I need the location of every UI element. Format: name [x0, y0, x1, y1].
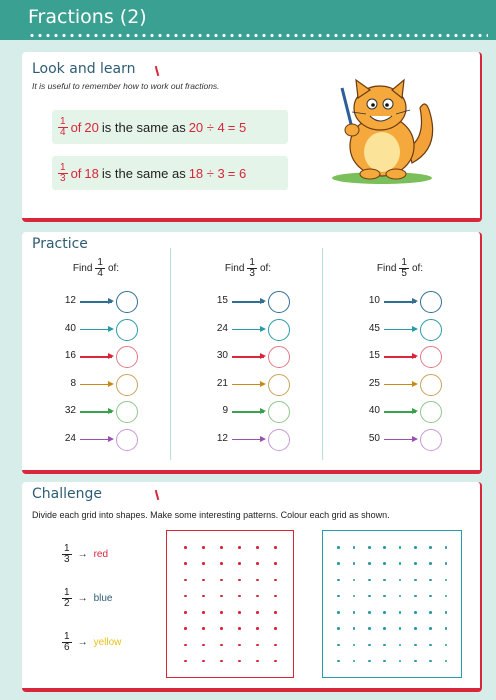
practice-row — [326, 428, 474, 452]
grid-dot — [220, 644, 223, 647]
answer-circle[interactable] — [116, 346, 138, 368]
arrow-icon: → — [77, 637, 88, 648]
practice-row — [174, 373, 322, 397]
grid-dot — [383, 579, 386, 582]
legend-item — [62, 588, 112, 609]
page-title: Fractions (2) — [28, 6, 147, 28]
challenge-title: Challenge — [32, 486, 102, 502]
arrow-icon — [384, 329, 416, 331]
grid-dot — [429, 611, 432, 614]
grid-dot — [256, 579, 259, 582]
grid-dot — [368, 611, 371, 614]
grid-dot — [383, 627, 386, 630]
grid-dot — [414, 627, 417, 630]
dividend-number: 16 — [64, 350, 76, 361]
dividend-number: 40 — [64, 322, 76, 334]
title-tick-mark — [155, 66, 160, 76]
grid-dot — [414, 644, 417, 647]
grid-dot — [414, 660, 417, 663]
dividend-number: 50 — [368, 432, 380, 444]
grid-dot — [368, 562, 371, 565]
practice-row — [22, 345, 170, 369]
fraction-numerator: 1 — [97, 257, 103, 268]
grid-dot — [337, 579, 340, 582]
fraction-numerator: 1 — [64, 543, 70, 554]
grid-dot — [353, 579, 356, 582]
of-text: of — [70, 165, 82, 181]
fraction-example — [52, 110, 288, 144]
fraction-numerator: 1 — [64, 587, 70, 598]
fraction — [58, 117, 68, 138]
grid-dot — [445, 579, 448, 582]
practice-row — [174, 400, 322, 424]
fraction — [62, 632, 72, 653]
dot-grid[interactable] — [166, 530, 294, 678]
grid-dot — [238, 595, 241, 598]
fraction — [247, 258, 257, 279]
of-label: of: — [259, 263, 272, 274]
answer-circle[interactable] — [420, 374, 442, 396]
arrow-icon — [384, 411, 416, 413]
division-expression: 18 ÷ 3 — [188, 165, 225, 181]
practice-row — [326, 318, 474, 342]
grid-dot — [399, 595, 402, 598]
grid-dot — [429, 660, 432, 663]
column-divider — [322, 248, 323, 460]
arrow-icon — [80, 329, 112, 331]
practice-row — [22, 290, 170, 314]
find-label: Find — [376, 263, 397, 274]
answer-circle[interactable] — [116, 319, 138, 341]
grid-dot — [429, 627, 432, 630]
fraction — [62, 544, 72, 565]
grid-dot — [445, 546, 448, 549]
grid-dot — [383, 644, 386, 647]
answer-circle[interactable] — [116, 429, 138, 451]
find-instruction — [326, 258, 474, 279]
look-and-learn-panel — [22, 52, 482, 222]
same-as-text: is the same as — [101, 165, 186, 181]
dot-grid[interactable] — [322, 530, 462, 678]
same-as-text: is the same as — [101, 119, 186, 135]
grid-dot — [414, 579, 417, 582]
grid-dot — [337, 546, 340, 549]
result: = 5 — [227, 119, 247, 135]
look-and-learn-subtitle: It is useful to remember how to work out fractions. — [32, 81, 220, 91]
arrow-icon — [80, 384, 112, 386]
find-instruction — [174, 258, 322, 279]
grid-dot — [429, 595, 432, 598]
grid-dot — [202, 660, 205, 663]
practice-panel — [22, 232, 482, 474]
grid-dot — [353, 627, 356, 630]
grid-dot — [256, 611, 259, 614]
grid-dot — [184, 562, 187, 565]
grid-dot — [399, 644, 402, 647]
grid-dot — [274, 644, 277, 647]
grid-dot — [256, 660, 259, 663]
grid-dot — [337, 660, 340, 663]
grid-dot — [202, 579, 205, 582]
grid-dot — [220, 562, 223, 565]
grid-dot — [429, 562, 432, 565]
grid-dot — [220, 627, 223, 630]
find-label: Find — [224, 263, 245, 274]
grid-dot — [353, 644, 356, 647]
answer-circle[interactable] — [420, 291, 442, 313]
practice-row — [174, 318, 322, 342]
fraction — [95, 258, 105, 279]
grid-dot — [184, 660, 187, 663]
of-value: 20 — [84, 119, 99, 135]
arrow-icon — [80, 356, 112, 358]
dividend-number: 25 — [368, 377, 380, 389]
answer-circle[interactable] — [420, 429, 442, 451]
grid-dot — [429, 644, 432, 647]
arrow-icon — [232, 301, 264, 303]
grid-dot — [399, 627, 402, 630]
division-expression: 20 ÷ 4 — [188, 119, 225, 135]
grid-dot — [337, 644, 340, 647]
dividend-number: 21 — [216, 377, 228, 389]
grid-dot — [202, 611, 205, 614]
arrow-icon — [232, 411, 264, 413]
legend-item — [62, 544, 108, 565]
fraction-denominator: 3 — [60, 172, 66, 184]
fraction-denominator: 3 — [249, 268, 255, 279]
grid-dot — [445, 595, 448, 598]
of-value: 18 — [84, 165, 99, 181]
arrow-icon — [384, 301, 416, 303]
practice-row — [326, 373, 474, 397]
grid-dot — [256, 627, 259, 630]
grid-dot — [429, 546, 432, 549]
grid-dot — [353, 546, 356, 549]
grid-dot — [399, 546, 402, 549]
arrow-icon — [80, 439, 112, 441]
grid-dot — [202, 644, 205, 647]
grid-dot — [220, 546, 223, 549]
practice-row — [22, 400, 170, 424]
arrow-icon — [232, 384, 264, 386]
answer-circle[interactable] — [420, 346, 442, 368]
color-name: blue — [93, 593, 113, 604]
answer-circle[interactable] — [268, 319, 290, 341]
practice-row — [174, 345, 322, 369]
header-dot-border — [28, 33, 488, 38]
grid-dot — [399, 611, 402, 614]
dividend-number: 10 — [368, 295, 380, 306]
grid-dot — [368, 644, 371, 647]
fraction-denominator: 4 — [60, 126, 66, 138]
grid-dot — [383, 611, 386, 614]
arrow-icon: → — [77, 593, 88, 604]
practice-row — [22, 373, 170, 397]
answer-circle[interactable] — [116, 291, 138, 313]
answer-circle[interactable] — [116, 401, 138, 423]
page-header — [0, 0, 496, 40]
practice-column — [174, 248, 322, 460]
dividend-number: 40 — [368, 405, 380, 416]
practice-row — [174, 290, 322, 314]
challenge-subtitle: Divide each grid into shapes. Make some interesting patterns. Colour each grid as shown. — [32, 510, 390, 520]
arrow-icon — [80, 301, 112, 303]
color-name: yellow — [93, 637, 122, 648]
grid-dot — [238, 546, 241, 549]
grid-dot — [202, 595, 205, 598]
fraction-denominator: 6 — [64, 642, 70, 653]
grid-dot — [368, 546, 371, 549]
arrow-icon: → — [77, 549, 88, 560]
practice-row — [326, 345, 474, 369]
grid-dot — [256, 546, 259, 549]
grid-dot — [383, 562, 386, 565]
fraction-numerator: 1 — [401, 257, 407, 268]
grid-dot — [184, 627, 187, 630]
answer-circle[interactable] — [268, 346, 290, 368]
fraction-denominator: 5 — [401, 268, 407, 279]
fraction-denominator: 4 — [97, 268, 103, 279]
dividend-number: 24 — [216, 322, 228, 334]
grid-dot — [445, 660, 448, 663]
grid-dot — [383, 546, 386, 549]
grid-dot — [238, 579, 241, 582]
fraction — [58, 163, 68, 184]
arrow-icon — [384, 356, 416, 358]
grid-dot — [184, 546, 187, 549]
practice-row — [326, 400, 474, 424]
grid-dot — [445, 644, 448, 647]
answer-circle[interactable] — [268, 401, 290, 423]
grid-dot — [368, 627, 371, 630]
grid-dot — [274, 595, 277, 598]
find-instruction — [22, 258, 170, 279]
column-divider — [170, 248, 171, 460]
dividend-number: 12 — [64, 295, 76, 306]
dividend-number: 32 — [64, 405, 76, 416]
answer-circle[interactable] — [116, 374, 138, 396]
of-label: of: — [411, 263, 424, 274]
grid-dot — [445, 562, 448, 565]
grid-dot — [337, 611, 340, 614]
grid-dot — [184, 579, 187, 582]
result: = 6 — [227, 165, 247, 181]
legend-item — [62, 632, 121, 653]
fraction-denominator: 2 — [64, 598, 70, 609]
fraction-numerator: 1 — [60, 115, 66, 127]
look-and-learn-title: Look and learn — [32, 61, 136, 77]
grid-dot — [238, 562, 241, 565]
grid-dot — [184, 595, 187, 598]
practice-row — [22, 318, 170, 342]
grid-dot — [256, 644, 259, 647]
arrow-icon — [232, 356, 264, 358]
grid-dot — [353, 562, 356, 565]
fraction-example — [52, 156, 288, 190]
arrow-icon — [384, 384, 416, 386]
grid-dot — [274, 546, 277, 549]
grid-dot — [414, 562, 417, 565]
answer-circle[interactable] — [268, 291, 290, 313]
grid-dot — [238, 660, 241, 663]
dividend-number: 15 — [216, 295, 228, 306]
answer-circle[interactable] — [268, 429, 290, 451]
dividend-number: 30 — [216, 350, 228, 361]
practice-row — [174, 428, 322, 452]
fraction-numerator: 1 — [60, 161, 66, 173]
grid-dot — [383, 660, 386, 663]
answer-circle[interactable] — [420, 319, 442, 341]
grid-dot — [399, 579, 402, 582]
challenge-panel — [22, 482, 482, 692]
dividend-number: 45 — [368, 322, 380, 334]
practice-row — [22, 428, 170, 452]
grid-dot — [220, 660, 223, 663]
grid-dot — [414, 611, 417, 614]
grid-dot — [256, 562, 259, 565]
grid-dot — [220, 611, 223, 614]
grid-dot — [256, 595, 259, 598]
grid-dot — [368, 660, 371, 663]
grid-dot — [274, 562, 277, 565]
grid-dot — [353, 660, 356, 663]
fraction-numerator: 1 — [249, 257, 255, 268]
fraction-numerator: 1 — [64, 631, 70, 642]
answer-circle[interactable] — [268, 374, 290, 396]
grid-dot — [337, 595, 340, 598]
arrow-icon — [232, 329, 264, 331]
grid-dot — [202, 562, 205, 565]
grid-dot — [399, 660, 402, 663]
arrow-icon — [384, 439, 416, 441]
color-name: red — [93, 549, 109, 560]
grid-dot — [353, 595, 356, 598]
grid-dot — [202, 627, 205, 630]
title-tick-mark — [155, 490, 160, 500]
grid-dot — [238, 627, 241, 630]
dividend-number: 15 — [368, 350, 380, 361]
grid-dot — [353, 611, 356, 614]
grid-dot — [202, 546, 205, 549]
grid-dot — [274, 627, 277, 630]
grid-dot — [274, 660, 277, 663]
grid-dot — [368, 595, 371, 598]
grid-dot — [429, 579, 432, 582]
dividend-number: 9 — [222, 405, 228, 416]
fraction — [399, 258, 409, 279]
practice-column — [326, 248, 474, 460]
grid-dot — [184, 611, 187, 614]
arrow-icon — [80, 411, 112, 413]
grid-dot — [383, 595, 386, 598]
dividend-number: 12 — [216, 432, 228, 444]
practice-column — [22, 248, 170, 460]
cat-illustration — [312, 68, 442, 188]
of-label: of: — [107, 263, 120, 274]
fraction-denominator: 3 — [64, 554, 70, 565]
grid-dot — [368, 579, 371, 582]
grid-dot — [337, 627, 340, 630]
find-label: Find — [72, 263, 93, 274]
practice-row — [326, 290, 474, 314]
grid-dot — [445, 611, 448, 614]
grid-dot — [274, 579, 277, 582]
grid-dot — [414, 595, 417, 598]
grid-dot — [238, 611, 241, 614]
dividend-number: 24 — [64, 432, 76, 444]
fraction — [62, 588, 72, 609]
grid-dot — [399, 562, 402, 565]
grid-dot — [184, 644, 187, 647]
answer-circle[interactable] — [420, 401, 442, 423]
arrow-icon — [232, 439, 264, 441]
grid-dot — [274, 611, 277, 614]
grid-dot — [414, 546, 417, 549]
dividend-number: 8 — [70, 377, 76, 389]
grid-dot — [337, 562, 340, 565]
grid-dot — [238, 644, 241, 647]
grid-dot — [220, 579, 223, 582]
practice-title: Practice — [32, 236, 88, 252]
grid-dot — [445, 627, 448, 630]
grid-dot — [220, 595, 223, 598]
of-text: of — [70, 119, 82, 135]
